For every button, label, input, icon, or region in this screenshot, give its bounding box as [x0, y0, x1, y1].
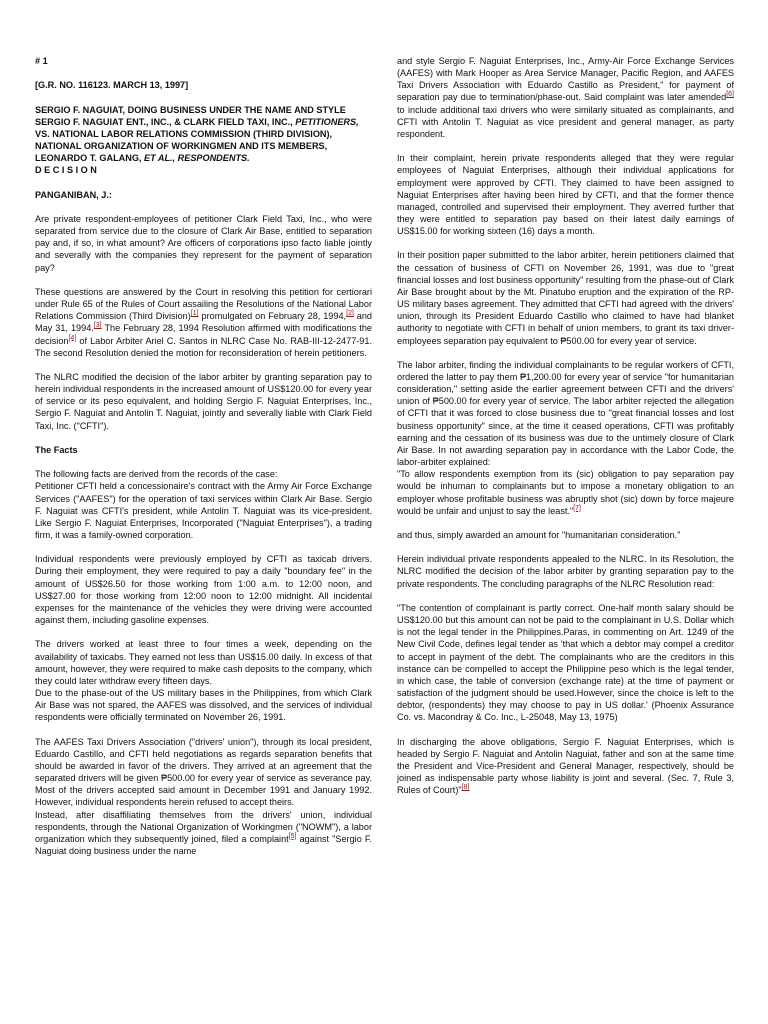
et-al-label: ET AL., RESPONDENTS. — [144, 153, 250, 164]
paragraph: The NLRC modified the decision of the labor arbiter by granting separation pay to herein individual respondents in the increased amount of US$120.00 for every year of service or its peso equivalent, and holding Sergio F. Naguiat Enterprises, Inc., Sergio F. Naguiat and Antolin T. Naguiat, jointly and severally liable with Clark Field Taxi, Inc. ("CFTI"). — [35, 371, 372, 431]
parties-petitioners: SERGIO F. NAGUIAT, DOING BUSINESS UNDER THE NAME AND STYLE SERGIO F. NAGUIAT ENT., INC., & CLARK FIELD TAXI, INC., — [35, 104, 346, 127]
paragraph: The following facts are derived from the records of the case: — [35, 469, 278, 480]
quoted-paragraph — [397, 468, 734, 517]
footnote-link[interactable]: [5] — [288, 832, 297, 840]
paragraph: In their complaint, herein private respondents alleged that they were regular employees of Naguiat Enterprises, although their individual applications for employment were approved by CFTI. They claimed to have been assigned to Naguiat Enterprises after having been hired by CFTI, and that the former thence managed, controlled and supervised their employment. They averred further that they were entitled to separation pay based on their latest daily earnings of US$15.00 for working sixteen (16) days a month. — [397, 153, 734, 237]
paragraph: Individual respondents were previously employed by CFTI as taxicab drivers. During their employment, they were required to pay a daily "boundary fee" in the amount of US$26.50 for those working from 1:00 a.m. to 12:00 noon, and US$27.00 for those working from 12:00 noon to 12:00 midnight. All incidental expenses for the maintenance of the vehicles they were driving were accounted against them, including gasoline expenses. — [35, 554, 372, 626]
paragraph: In their position paper submitted to the labor arbiter, herein petitioners claimed that the cessation of business of CFTI on November 26, 1991, was due to "great financial losses and lost business opportunity" resulting from the phase-out of Clark Air Base brought about by the Mt. Pinatubo eruption and the expiration of the RP-US military bases agreement. They admitted that CFTI had agreed with the drivers' union, through its President Eduardo Castillo who claimed to have had blanket authority to negotiate with CFTI in behalf of union members, to grant its taxi driver-employees separation pay equivalent to ₱500.00 for every year of service. — [397, 250, 734, 346]
decision-heading: D E C I S I O N — [35, 165, 97, 176]
quoted-paragraph — [397, 736, 734, 797]
case-parties — [35, 104, 372, 165]
footnote-link[interactable]: [1] — [190, 310, 199, 318]
paragraph-text: These questions are answered by the Court in resolving this petition for certiorari under Rule 65 of the Rules of Court assailing the Resolutions of the National Labor Relations Commission (Third Division) — [35, 286, 372, 322]
case-citation: [G.R. NO. 116123. MARCH 13, 1997] — [35, 80, 189, 91]
paragraph-text: and May 31, 1994. — [35, 311, 372, 334]
paragraph-text: and style Sergio F. Naguiat Enterprises, Inc., Army-Air Force Exchange Services (AAFES) with Mark Hooper as Area Service Manager, Pacific Region, and AAFES Taxi Drivers Association with Eduardo Castillo as President," for payment of separation pay due to termination/phase-out. Said complaint was later amended — [397, 56, 734, 103]
parties-respondents: NATIONAL LABOR RELATIONS COMMISSION (THIRD DIVISION), NATIONAL ORGANIZATION OF WORKINGMEN AND ITS MEMBERS, LEONARDO T. GALANG, — [35, 128, 333, 164]
paragraph — [35, 809, 372, 858]
paragraph-text: "To allow respondents exemption from its (sic) obligation to pay separation pay would be inhuman to complainants but to impose a monetary obligation to an employer whose profitable business was abruptly shot (sic) down by force majeure would be unfair and unjust to say the least." — [397, 469, 734, 516]
left-column — [35, 55, 372, 869]
paragraph: Due to the phase-out of the US military bases in the Philippines, from which Clark Air Base was not spared, the AAFES was dissolved, and the services of individual respondents were officially terminated on November 26, 1991. — [35, 687, 372, 723]
paragraph — [397, 55, 734, 140]
paragraph: The labor arbiter, finding the individual complainants to be regular workers of CFTI, ordered the latter to pay them ₱1,200.00 for every year of service "for humanitarian consideration," setting aside the earlier agreement between CFTI and the drivers' union of ₱500.00 for every year of service. The labor arbiter rejected the allegation of CFTI that it was forced to close business due to "great financial losses and lost business opportunity" since, at the time it ceased operations, CFTI was profitably earning and the cessation of its business was due to the untimely closure of Clark Air Base. In not awarding separation pay in accordance with the Labor Code, the labor-arbiter explained: — [397, 359, 734, 468]
paragraph: Are private respondent-employees of petitioner Clark Field Taxi, Inc., who were separated from service due to the closure of Clark Air Base, entitled to separation pay and, if so, in what amount? Are officers of corporations ipso facto liable jointly and severally with the companies they represent for the payment of separation pay? — [35, 213, 372, 273]
paragraph-text: Instead, after disaffiliating themselves from the drivers' union, individual respondents, through the National Organization of Workingmen ("NOWM"), a labor organization which they subsequently joined, filed a complaint — [35, 809, 372, 844]
paragraph-text: promulgated on February 28, 1994, — [198, 311, 347, 322]
case-number: # 1 — [35, 56, 48, 66]
footnote-link[interactable]: [2] — [346, 310, 354, 318]
paragraph — [35, 286, 372, 359]
footnote-link[interactable]: [3] — [93, 322, 102, 330]
footnote-link[interactable]: [7] — [573, 504, 582, 512]
paragraph: The drivers worked at least three to four times a week, depending on the availability of taxicabs. They earned not less than US$15.00 daily. In excess of that amount, however, they were required to make cash deposits to the company, which they could later withdraw every fifteen days. — [35, 639, 372, 686]
paragraph: and thus, simply awarded an amount for "humanitarian consideration." — [397, 530, 681, 541]
ponente: PANGANIBAN, J.: — [35, 189, 112, 200]
paragraph-text: against "Sergio F. Naguiat doing business under the name — [35, 833, 372, 856]
paragraph-text: The February 28, 1994 Resolution affirmed with modifications the decision — [35, 323, 372, 346]
footnote-link[interactable]: [6] — [726, 91, 734, 99]
footnote-link[interactable]: [4] — [68, 334, 77, 342]
paragraph-text: In discharging the above obligations, Sergio F. Naguiat Enterprises, which is headed by Sergio F. Naguiat and Antolin Naguiat, father and son at the same time the President and Vice-President and General Manager, respectively, should be joined as indispensable party whose liability is joint and several. (Sec. 7, Rule 3, Rules of Court)" — [397, 736, 734, 796]
right-column — [397, 55, 734, 809]
quoted-paragraph: "The contention of complainant is partly correct. One-half month salary should be US$120.00 but this amount can not be paid to the complainant in U.S. Dollar which is not the legal tender in the Philippines.Paras, in commenting on Art. 1249 of the New Civil Code, defines legal tender as 'that which a debtor may compel a creditor to accept in payment of the debt. The complainants who are the creditors in this instance can be compelled to accept the Philippine peso which is the legal tender, in which case, the table of conversion (exchange rate) at the time of payment or satisfaction of the judgment should be used.However, since the choice is left to the debtor, (respondents) they may choose to pay in US dollar.' (Phoenix Assurance Co. vs. Macondray & Co. Inc., L-25048, May 13, 1975) — [397, 602, 734, 723]
paragraph-text: of Labor Arbiter Ariel C. Santos in NLRC Case No. RAB-III-12-2477-91. The second Resolution denied the motion for reconsideration of herein petitioners. — [35, 335, 372, 358]
paragraph: Petitioner CFTI held a concessionaire's contract with the Army Air Force Exchange Services ("AAFES") for the operation of taxi services within Clark Air Base. Sergio F. Naguiat was CFTI's president, while Antolin T. Naguiat was its vice-president. Like Sergio F. Naguiat Enterprises, Incorporated ("Naguiat Enterprises"), a trading firm, it was a family-owned corporation. — [35, 481, 372, 540]
paragraph: The AAFES Taxi Drivers Association ("drivers' union"), through its local president, Eduardo Castillo, and CFTI held negotiations as regards separation benefits that should be awarded in favor of the drivers. They arrived at an agreement that the separated drivers will be given ₱500.00 for every year of service as severance pay. Most of the drivers accepted said amount in December 1991 and January 1992. However, individual respondents herein refused to accept theirs. — [35, 736, 372, 808]
petitioners-label: PETITIONERS, — [295, 116, 359, 127]
paragraph: Herein individual private respondents appealed to the NLRC. In its Resolution, the NLRC modified the decision of the labor arbiter by granting separation pay to the private respondents. The concluding paragraphs of the NLRC Resolution read: — [397, 554, 734, 589]
paragraph-text: to include additional taxi drivers who were similarly situated as complainants, and CFTI with Antolin T. Naguiat as vice president and general manager, as party respondent. — [397, 104, 734, 139]
section-heading: The Facts — [35, 444, 78, 455]
footnote-link[interactable]: [8] — [461, 784, 470, 792]
versus-label: VS. — [35, 128, 50, 139]
